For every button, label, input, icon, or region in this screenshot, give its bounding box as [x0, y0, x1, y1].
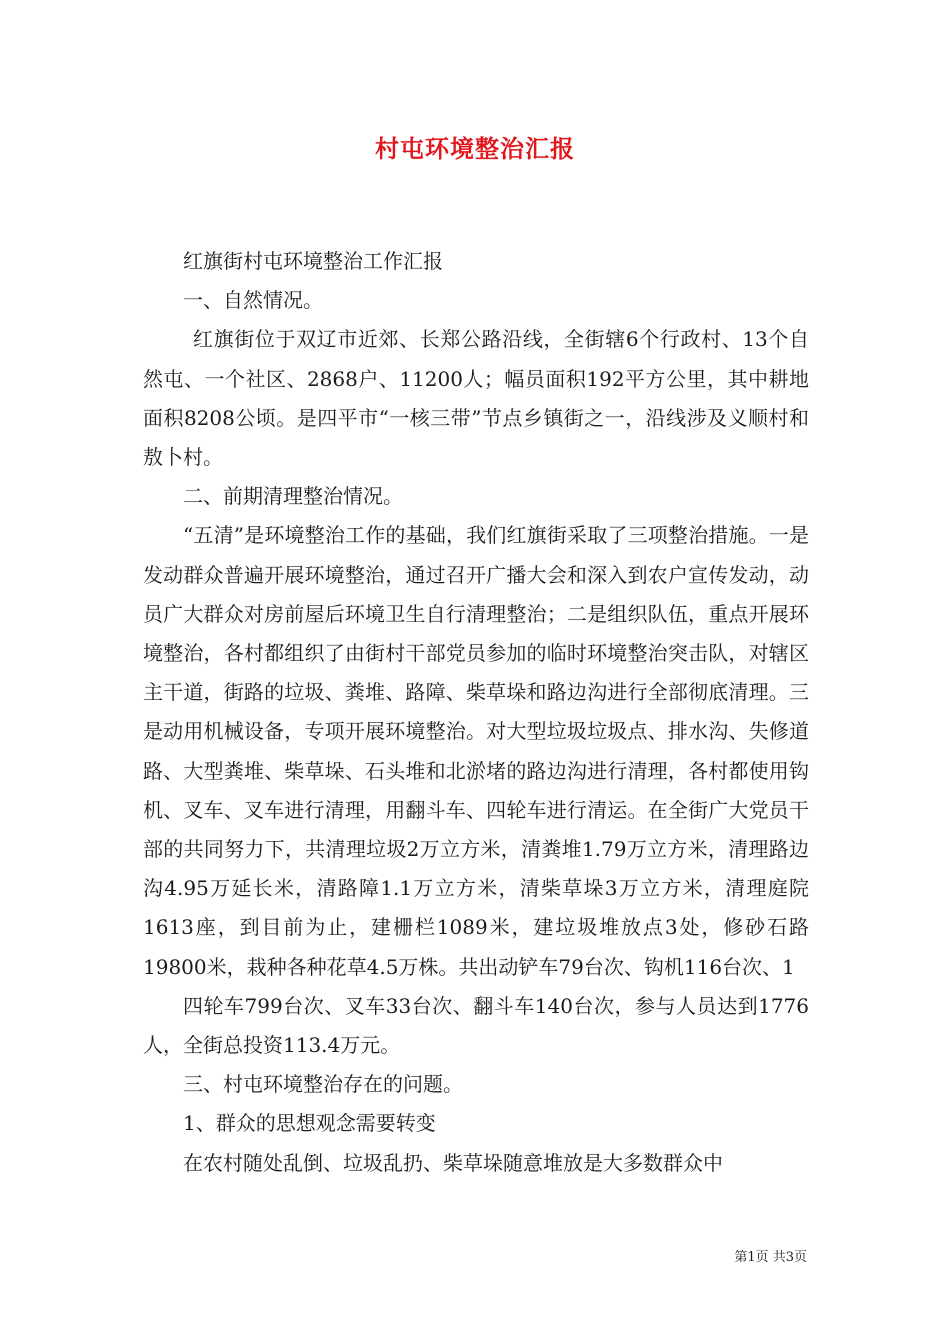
section-heading-problems: 三、村屯环境整治存在的问题。 — [183, 1072, 463, 1097]
subheading-mindset: 1、群众的思想观念需要转变 — [183, 1111, 436, 1136]
paragraph-mindset: 在农村随处乱倒、垃圾乱扔、柴草垛随意堆放是大多数群众中 — [183, 1150, 723, 1175]
section-heading-cleanup: 二、前期清理整治情况。 — [183, 484, 403, 509]
report-subtitle: 红旗街村屯环境整治工作汇报 — [183, 249, 443, 273]
page-title: 村屯环境整治汇报 — [375, 134, 575, 163]
document-body — [143, 242, 809, 1183]
section-heading-natural-situation: 一、自然情况。 — [183, 288, 323, 313]
paragraph-natural-situation: 红旗街位于双辽市近郊、长郑公路沿线，全街辖6个行政村、13个自然屯、一个社区、2868户、11200人；幅员面积192平方公里，其中耕地面积8208公顷。是四平市“一核三带”节点乡镇街之一，沿线涉及义顺村和敖卜村。 — [143, 327, 809, 470]
paragraph-cleanup-measures: “五清”是环境整治工作的基础，我们红旗街采取了三项整治措施。一是发动群众普遍开展环境整治，通过召开广播大会和深入到农户宣传发动，动员广大群众对房前屋后环境卫生自行清理整治；二是组织队伍，重点开展环境整治，各村都组织了由街村干部党员参加的临时环境整治突击队，对辖区主干道，街路的垃圾、粪堆、路障、柴草垛和路边沟进行全部彻底清理。三是动用机械设备，专项开展环境整治。对大型垃圾垃圾点、排水沟、失修道路、大型粪堆、柴草垛、石头堆和北淤堵的路边沟进行清理，各村都使用钩机、叉车、叉车进行清理，用翻斗车、四轮车进行清运。在全街广大党员干部的共同努力下，共清理垃圾2万立方米，清粪堆1.79万立方米，清理路边沟4.95万延长米，清路障1.1万立方米，清柴草垛3万立方米，清理庭院1613座，到目前为止，建栅栏1089米，建垃圾堆放点3处，修砂石路19800米，栽种各种花草4.5万株。共出动铲车79台次、钩机116台次、1 — [143, 523, 809, 979]
paragraph-cleanup-stats: 四轮车799台次、叉车33台次、翻斗车140台次，参与人员达到1776人，全街总投资113.4万元。 — [143, 993, 809, 1058]
page-number: 第1页 共3页 — [734, 1250, 807, 1265]
